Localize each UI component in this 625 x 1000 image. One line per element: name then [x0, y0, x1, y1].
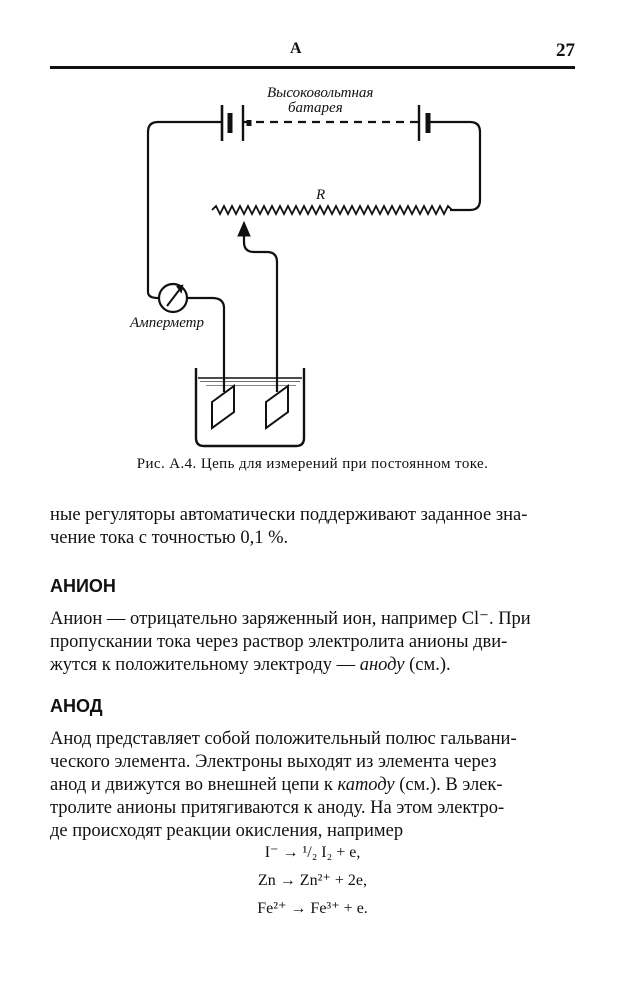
text-line: ные регуляторы автоматически поддерживают заданное зна-: [50, 505, 528, 525]
text-line: пропускании тока через раствор электролита анионы дви-: [50, 632, 508, 652]
page-number: 27: [556, 40, 575, 61]
header-rule: [50, 66, 575, 69]
text-segment: (см.). В элек-: [399, 775, 503, 795]
anode-paragraph: [50, 728, 578, 843]
ammeter-label: Амперметр: [130, 315, 205, 331]
figure-caption: Рис. А.4. Цепь для измерений при постоянном токе.: [136, 456, 489, 472]
cathode-cross-reference: катоду: [337, 775, 395, 795]
text-segment: (см.).: [409, 655, 451, 675]
text-line: чение тока с точностью 0,1 %.: [50, 528, 289, 548]
resistor-label: R: [316, 187, 326, 203]
intro-paragraph: [50, 504, 578, 550]
anion-heading: АНИОН: [50, 576, 116, 596]
running-head: A: [290, 40, 302, 57]
resistor: [212, 206, 452, 214]
left-wire: [148, 122, 222, 298]
text-line: де происходят реакции окисления, например: [50, 821, 404, 841]
text-line: [50, 654, 578, 677]
anode-heading: АНОД: [50, 696, 103, 716]
text-line: ческого элемента. Электроны выходят из элемента через: [50, 752, 497, 772]
formula-iodide: I⁻ → ¹/₂ I₂ + e,: [264, 844, 361, 861]
circuit-figure: [0, 70, 625, 455]
battery-label-line1: Высоковольтная: [267, 85, 374, 101]
formula-iron: Fe²⁺ → Fe³⁺ + e.: [257, 900, 368, 917]
text-line: Анион — отрицательно заряженный ион, например Cl⁻. При: [50, 609, 531, 629]
formula-zinc: Zn → Zn²⁺ + 2e,: [258, 872, 367, 889]
left-electrode: [212, 386, 234, 428]
anion-paragraph: [50, 608, 578, 677]
text-line: [50, 774, 578, 797]
battery-label-line2: батарея: [288, 100, 343, 116]
text-segment: анод и движутся во внешней цепи к: [50, 775, 333, 795]
text-segment: жутся к положительному электроду —: [50, 655, 356, 675]
text-line: Анод представляет собой положительный полюс гальвани-: [50, 729, 517, 749]
right-electrode: [266, 386, 288, 428]
anode-cross-reference: аноду: [359, 655, 405, 675]
text-line: тролите анионы притягиваются к аноду. На этом электро-: [50, 798, 505, 818]
